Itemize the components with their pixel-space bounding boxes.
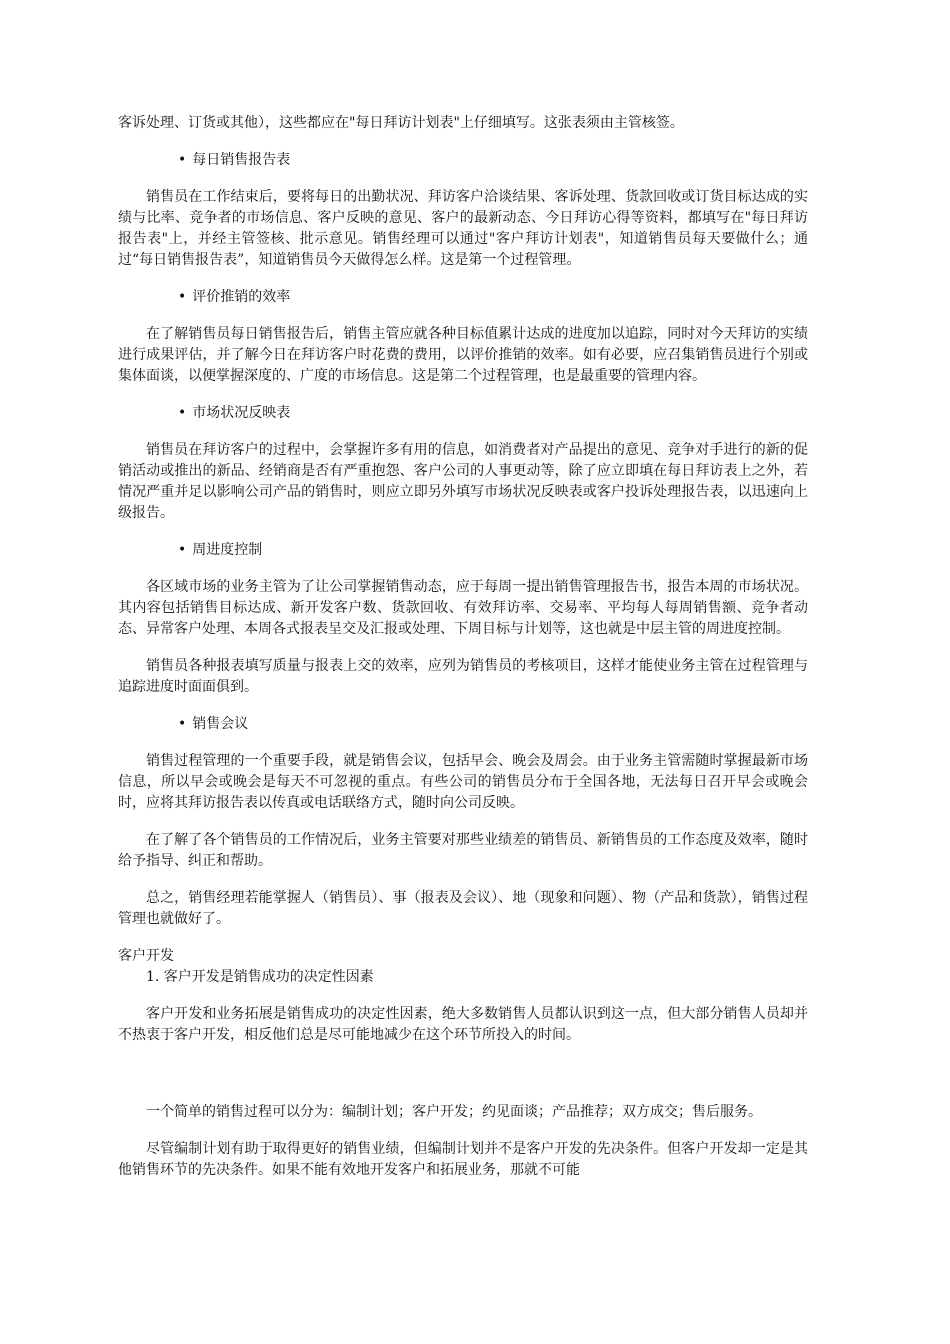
body-paragraph: 一个简单的销售过程可以分为：编制计划；客户开发；约见面谈；产品推荐；双方成交；售后服务。: [146, 1104, 762, 1120]
bullet-dot-icon: •: [178, 405, 187, 421]
body-paragraph: 销售员在拜访客户的过程中，会掌握许多有用的信息，如消费者对产品提出的意见、竞争对手进行的新的促销活动或推出的新品、经销商是否有严重抱怨、客户公司的人事更动等，除了应立即填在每日拜访表上之外，若情况严重并足以影响公司产品的销售时，则应立即另外填写市场状况反映表或客户投诉处理报告表，以迅速向上级报告。: [118, 442, 808, 521]
bullet-dot-icon: •: [178, 152, 187, 168]
bullet-heading-text: 周进度控制: [192, 542, 263, 558]
section-bullet-heading: [178, 714, 808, 735]
bullet-heading-text: 销售会议: [192, 716, 249, 732]
section-bullet-heading: [178, 540, 808, 561]
blank-spacer: [118, 1062, 808, 1102]
body-paragraph: 销售过程管理的一个重要手段，就是销售会议，包括早会、晚会及周会。由于业务主管需随时掌握最新市场信息，所以早会或晚会是每天不可忽视的重点。有些公司的销售员分布于全国各地，无法每日召开早会或晚会时，应将其拜访报告表以传真或电话联络方式，随时向公司反映。: [118, 753, 808, 811]
body-paragraph: 尽管编制计划有助于取得更好的销售业绩，但编制计划并不是客户开发的先决条件。但客户开发却一定是其他销售环节的先决条件。如果不能有效地开发客户和拓展业务，那就不可能: [118, 1141, 808, 1178]
bullet-heading-text: 市场状况反映表: [192, 405, 291, 421]
body-paragraph: 在了解销售员每日销售报告后，销售主管应就各种目标值累计达成的进度加以追踪，同时对今天拜访的实绩进行成果评估，并了解今日在拜访客户时花费的费用，以评价推销的效率。如有必要，应召集销售员进行个别或集体面谈，以便掌握深度的、广度的市场信息。这是第二个过程管理，也是最重要的管理内容。: [118, 326, 808, 384]
section-bullet-heading: [178, 150, 808, 171]
section-bullet-heading: [178, 287, 808, 308]
bullet-heading-text: 评价推销的效率: [192, 289, 291, 305]
body-paragraph: 在了解了各个销售员的工作情况后，业务主管要对那些业绩差的销售员、新销售员的工作态度及效率，随时给予指导、纠正和帮助。: [118, 832, 808, 869]
section-bullet-heading: [178, 403, 808, 424]
body-paragraph: 客诉处理、订货或其他），这些都应在"每日拜访计划表"上仔细填写。这张表须由主管核签。: [118, 115, 684, 131]
body-paragraph: 销售员各种报表填写质量与报表上交的效率，应列为销售员的考核项目，这样才能使业务主管在过程管理与追踪进度时面面俱到。: [118, 658, 808, 695]
bullet-dot-icon: •: [178, 542, 187, 558]
bullet-dot-icon: •: [178, 716, 187, 732]
bullet-heading-text: 每日销售报告表: [192, 152, 291, 168]
body-paragraph: 销售员在工作结束后，要将每日的出勤状况、拜访客户洽谈结果、客诉处理、货款回收或订货目标达成的实绩与比率、竞争者的市场信息、客户反映的意见、客户的最新动态、今日拜访心得等资料，都填写在"每日拜访报告表"上，并经主管签核、批示意见。销售经理可以通过"客户拜访计划表"，知道销售员每天要做什么；通过“每日销售报告表”，知道销售员今天做得怎么样。这是第一个过程管理。: [118, 189, 808, 268]
section-title: 客户开发: [118, 948, 174, 964]
body-paragraph: 客户开发和业务拓展是销售成功的决定性因素，绝大多数销售人员都认识到这一点，但大部分销售人员却并不热衷于客户开发，相反他们总是尽可能地减少在这个环节所投入的时间。: [118, 1006, 808, 1043]
document-page: [118, 113, 808, 1197]
body-paragraph: 各区域市场的业务主管为了让公司掌握销售动态，应于每周一提出销售管理报告书，报告本周的市场状况。其内容包括销售目标达成、新开发客户数、货款回收、有效拜访率、交易率、平均每人每周销售额、竞争者动态、异常客户处理、本周各式报表呈交及汇报或处理、下周目标与计划等，这也就是中层主管的周进度控制。: [118, 579, 808, 637]
numbered-subheading: 1. 客户开发是销售成功的决定性因素: [146, 969, 374, 985]
body-paragraph: 总之，销售经理若能掌握人（销售员）、事（报表及会议）、地（现象和问题）、物（产品和货款），销售过程管理也就做好了。: [118, 890, 808, 927]
bullet-dot-icon: •: [178, 289, 187, 305]
